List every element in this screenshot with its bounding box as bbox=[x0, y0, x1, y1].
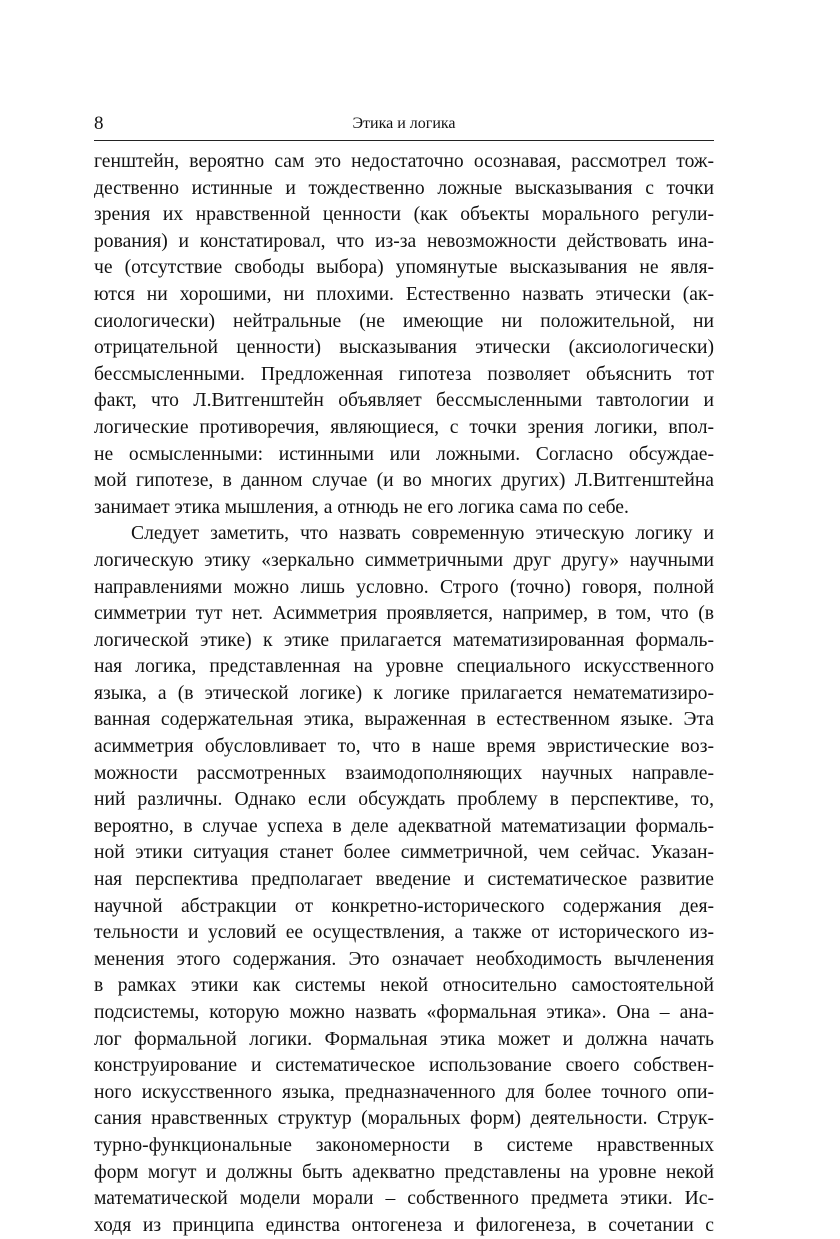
body-text bbox=[94, 149, 714, 1239]
text-line: турно-функциональные закономерности в системе нравственных bbox=[94, 1134, 714, 1156]
text-line: языка, а (в этической логике) к логике прилагается нематематизиро- bbox=[94, 682, 714, 704]
text-line: занимает этика мышления, а отнюдь не его логика сама по себе. bbox=[94, 496, 629, 518]
text-line: подсистемы, которую можно назвать «формальная этика». Она – ана- bbox=[94, 1002, 714, 1023]
text-line: зрения их нравственной ценности (как объекты морального регули- bbox=[94, 204, 714, 226]
text-line: ходя из принципа единства онтогенеза и филогенеза, в сочетании с bbox=[94, 1214, 714, 1236]
text-line: бессмысленными. Предложенная гипотеза позволяет объяснить тот bbox=[94, 363, 714, 385]
text-line: рования) и констатировал, что из-за невозможности действовать ина- bbox=[94, 230, 714, 252]
text-line: вероятно, в случае успеха в деле адекватной математизации формаль- bbox=[94, 815, 714, 837]
text-line: че (отсутствие свободы выбора) упомянутые высказывания не явля- bbox=[94, 257, 714, 279]
text-line: логической этике) к этике прилагается математизированная формаль- bbox=[94, 629, 714, 651]
text-line: направлениями можно лишь условно. Строго (точно) говоря, полной bbox=[94, 576, 714, 598]
text-line: сания нравственных структур (моральных форм) деятельности. Струк- bbox=[94, 1108, 714, 1130]
running-title: Этика и логика bbox=[352, 115, 456, 132]
text-line: лог формальной логики. Формальная этика может и должна начать bbox=[94, 1028, 714, 1050]
running-header bbox=[94, 112, 714, 141]
text-line: менения этого содержания. Это означает необходимость вычленения bbox=[94, 948, 714, 970]
text-line: логическую этику «зеркально симметричными друг другу» научными bbox=[94, 549, 714, 571]
text-line: сиологически) нейтральные (не имеющие ни положительной, ни bbox=[94, 310, 714, 332]
text-line: ются ни хорошими, ни плохими. Естественно назвать этически (ак- bbox=[94, 283, 714, 305]
text-line: тельности и условий ее осуществления, а также от исторического из- bbox=[94, 922, 714, 944]
text-line: Следует заметить, что назвать современную этическую логику и bbox=[131, 523, 714, 545]
text-line: ванная содержательная этика, выраженная в естественном языке. Эта bbox=[94, 709, 714, 731]
text-line: в рамках этики как системы некой относительно самостоятельной bbox=[94, 975, 714, 997]
text-line: мой гипотезе, в данном случае (и во многих других) Л.Витгенштейна bbox=[94, 470, 714, 492]
text-line: конструирование и систематическое использование своего собствен- bbox=[94, 1055, 714, 1077]
text-line: математической модели морали – собственного предмета этики. Ис- bbox=[94, 1188, 714, 1210]
text-line: научной абстракции от конкретно-исторического содержания дея- bbox=[94, 895, 714, 917]
text-line: асимметрия обусловливает то, что в наше время эвристические воз- bbox=[94, 736, 714, 758]
text-line: не осмысленными: истинными или ложными. Согласно обсуждае- bbox=[94, 443, 714, 465]
text-line: генштейн, вероятно сам это недостаточно осознавая, рассмотрел тож- bbox=[94, 151, 714, 172]
text-line: ний различны. Однако если обсуждать проблему в перспективе, то, bbox=[94, 789, 714, 811]
text-line: симметрии тут нет. Асимметрия проявляется, например, в том, что (в bbox=[94, 603, 714, 625]
text-line: логические противоречия, являющиеся, с точки зрения логики, впол- bbox=[94, 416, 714, 438]
text-line: форм могут и должны быть адекватно представлены на уровне некой bbox=[94, 1161, 714, 1183]
text-line: можности рассмотренных взаимодополняющих научных направле- bbox=[94, 762, 714, 784]
text-line: ная логика, представленная на уровне специального искусственного bbox=[94, 656, 714, 678]
text-line: ной этики ситуация станет более симметричной, чем сейчас. Указан- bbox=[94, 842, 714, 864]
text-line: факт, что Л.Витгенштейн объявляет бессмысленными тавтологии и bbox=[94, 390, 714, 412]
text-line: отрицательной ценности) высказывания этически (аксиологически) bbox=[94, 337, 714, 359]
text-line: ного искусственного языка, предназначенного для более точного опи- bbox=[94, 1081, 714, 1103]
text-line: ная перспектива предполагает введение и систематическое развитие bbox=[94, 869, 714, 891]
text-line: дественно истинные и тождественно ложные высказывания с точки bbox=[94, 177, 714, 199]
page-number: 8 bbox=[94, 113, 104, 134]
